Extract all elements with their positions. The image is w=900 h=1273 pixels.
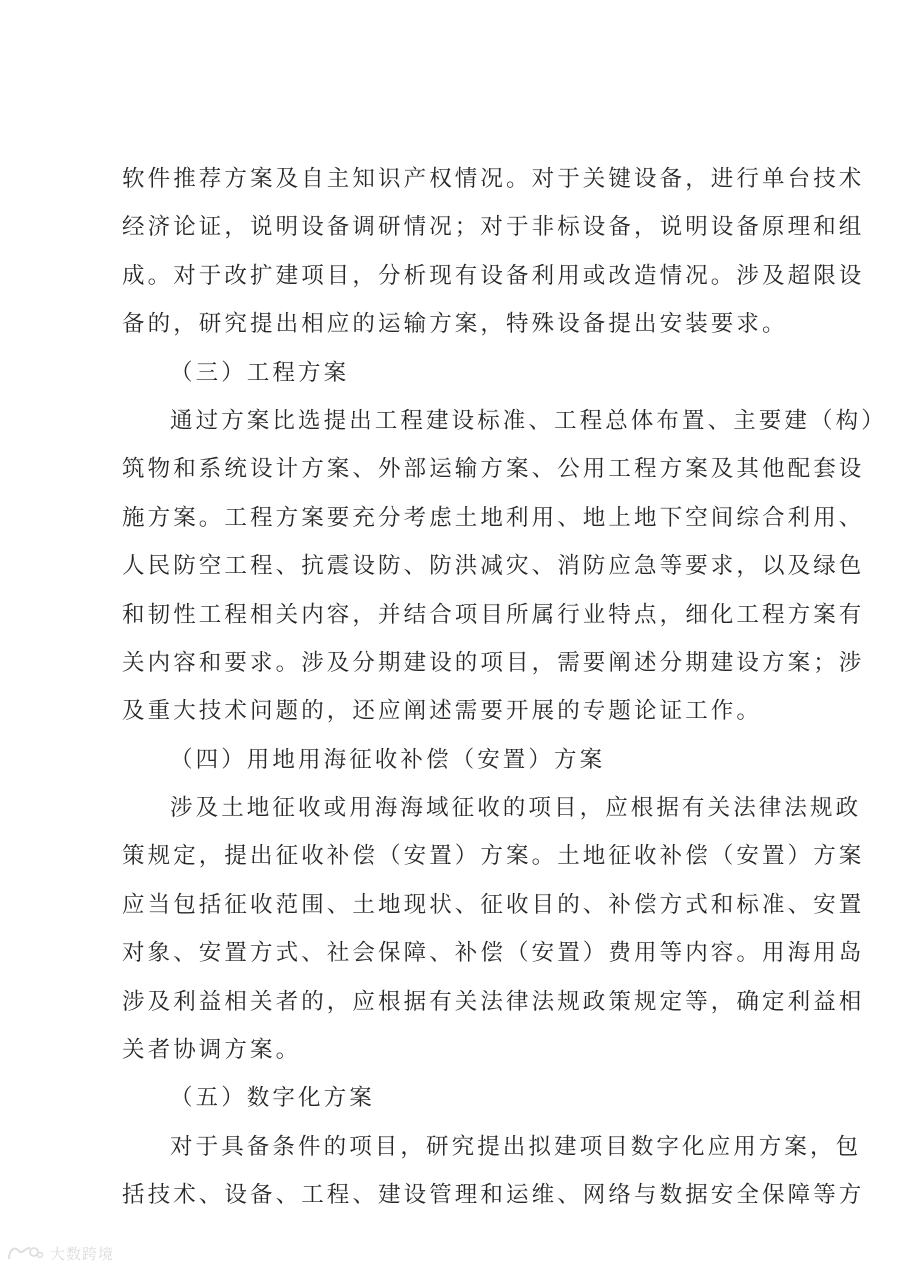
text-line: 筑物和系统设计方案、外部运输方案、公用工程方案及其他配套设 xyxy=(122,456,865,483)
text-line: 对象、安置方式、社会保障、补偿（安置）费用等内容。用海用岛 xyxy=(122,940,865,967)
text-line: 关者协调方案。 xyxy=(122,1037,302,1064)
text-line: （三）工程方案 xyxy=(170,359,350,386)
text-line: 和韧性工程相关内容，并结合项目所属行业特点，细化工程方案有 xyxy=(122,601,865,628)
text-line: 应当包括征收范围、土地现状、征收目的、补偿方式和标准、安置 xyxy=(122,891,865,918)
text-line: 关内容和要求。涉及分期建设的项目，需要阐述分期建设方案；涉 xyxy=(122,649,865,676)
text-line: （四）用地用海征收补偿（安置）方案 xyxy=(170,746,606,773)
text-line: 经济论证，说明设备调研情况；对于非标设备，说明设备原理和组 xyxy=(122,214,865,241)
text-line: 策规定，提出征收补偿（安置）方案。土地征收补偿（安置）方案 xyxy=(122,843,865,870)
watermark xyxy=(6,1240,114,1266)
text-line: 人民防空工程、抗震设防、防洪减灾、消防应急等要求，以及绿色 xyxy=(122,553,865,580)
text-line: 通过方案比选提出工程建设标准、工程总体布置、主要建（构） xyxy=(170,407,887,434)
text-line: 涉及利益相关者的，应根据有关法律法规政策规定等，确定利益相 xyxy=(122,988,865,1015)
text-line: 备的，研究提出相应的运输方案，特殊设备提出安装要求。 xyxy=(122,311,788,338)
text-line: 括技术、设备、工程、建设管理和运维、网络与数据安全保障等方 xyxy=(122,1182,865,1209)
text-line: 涉及土地征收或用海海域征收的项目，应根据有关法律法规政 xyxy=(170,795,862,822)
text-line: 对于具备条件的项目，研究提出拟建项目数字化应用方案，包 xyxy=(170,1133,862,1160)
text-line: 施方案。工程方案要充分考虑土地利用、地上地下空间综合利用、 xyxy=(122,504,865,531)
brand-logo-icon xyxy=(6,1243,44,1263)
watermark-text: 大数跨境 xyxy=(50,1244,115,1263)
text-line: （五）数字化方案 xyxy=(170,1085,375,1112)
text-line: 及重大技术问题的，还应阐述需要开展的专题论证工作。 xyxy=(122,698,763,725)
text-line: 软件推荐方案及自主知识产权情况。对于关键设备，进行单台技术 xyxy=(122,166,865,192)
document-body xyxy=(122,155,887,1220)
text-line: 成。对于改扩建项目，分析现有设备利用或改造情况。涉及超限设 xyxy=(122,262,865,289)
